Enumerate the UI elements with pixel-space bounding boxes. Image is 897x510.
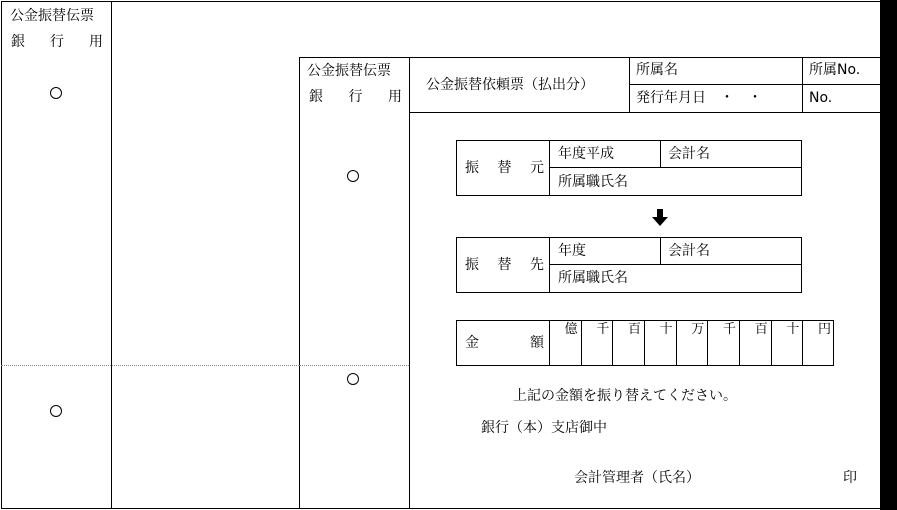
transfer-from-label	[465, 161, 544, 175]
transfer-from-char: 元	[530, 160, 544, 176]
punch-hole-circle	[347, 170, 359, 182]
transfer-to-divider-v2	[660, 237, 661, 264]
transfer-to-label	[465, 258, 544, 272]
transfer-from-char: 替	[497, 160, 512, 176]
issue-date-label: 発行年月日 ・ ・	[636, 90, 762, 106]
down-arrow-icon	[652, 209, 668, 227]
form-title: 公金振替依頼票（払出分）	[426, 77, 594, 93]
request-text: 上記の金額を振り替えてください。	[513, 388, 737, 404]
header-divider-2	[802, 57, 803, 112]
left-stub-use-label	[11, 35, 103, 49]
amount-digit-cell: 十	[644, 320, 676, 366]
transfer-to-staff-label: 所属職氏名	[558, 270, 628, 286]
transfer-to-account-label: 会計名	[668, 243, 710, 259]
transfer-to-divider-v	[549, 237, 550, 293]
header-top-line	[299, 57, 880, 58]
transfer-from-year-label: 年度平成	[558, 146, 614, 162]
seal-text: 印	[843, 470, 857, 486]
transfer-to-char: 先	[530, 257, 544, 273]
amount-char: 金	[465, 335, 479, 351]
transfer-to-year-label: 年度	[558, 243, 586, 259]
punch-hole-circle	[50, 87, 62, 99]
mid-stub-use-char: 行	[348, 89, 363, 105]
punch-hole-circle	[50, 405, 62, 417]
transfer-to-char: 替	[497, 257, 512, 273]
no-label: No.	[809, 90, 833, 106]
mid-stub-use-label	[309, 90, 402, 104]
perforation-line-left	[1, 365, 299, 366]
transfer-to-char: 振	[465, 257, 479, 273]
divider-mid-stub-right	[409, 57, 410, 509]
dept-no-label: 所属No.	[809, 62, 861, 78]
mid-stub-use-char: 銀	[309, 89, 323, 105]
header-divider-1	[629, 57, 630, 112]
amount-digit-row	[549, 320, 834, 366]
bank-text: 銀行（本）支店御中	[481, 420, 607, 436]
divider-left-stub	[111, 1, 112, 509]
transfer-to-divider-h	[549, 264, 802, 265]
amount-digit-cell: 千	[581, 320, 613, 366]
manager-text: 会計管理者（氏名）	[574, 470, 700, 486]
amount-digit-cell: 十	[771, 320, 803, 366]
amount-digit-cell: 万	[676, 320, 708, 366]
transfer-from-divider-v2	[660, 140, 661, 167]
amount-char: 額	[530, 335, 544, 351]
left-stub-use-char: 用	[89, 34, 103, 50]
amount-digit-cell: 千	[707, 320, 739, 366]
amount-digit-cell: 百	[739, 320, 771, 366]
amount-label	[465, 336, 544, 350]
mid-stub-title: 公金振替伝票	[307, 63, 391, 79]
left-stub-use-char: 行	[50, 34, 64, 50]
dept-name-label: 所属名	[636, 62, 678, 78]
perforation-line-mid	[299, 365, 409, 366]
amount-digit-cell: 億	[549, 320, 581, 366]
transfer-from-account-label: 会計名	[668, 146, 710, 162]
left-stub-use-char: 銀	[11, 34, 25, 50]
transfer-from-divider-v	[549, 140, 550, 196]
transfer-from-divider-h	[549, 167, 802, 168]
amount-digit-cell: 百	[612, 320, 644, 366]
right-black-edge	[880, 0, 897, 510]
left-stub-title: 公金振替伝票	[10, 8, 94, 24]
amount-digit-cell: 円	[802, 320, 834, 366]
header-mid-line	[629, 84, 880, 85]
header-bottom-line	[409, 112, 880, 113]
transfer-from-char: 振	[465, 160, 479, 176]
punch-hole-circle	[347, 373, 359, 385]
transfer-from-staff-label: 所属職氏名	[558, 174, 628, 190]
divider-mid-stub-left	[299, 57, 300, 509]
mid-stub-use-char: 用	[388, 89, 402, 105]
